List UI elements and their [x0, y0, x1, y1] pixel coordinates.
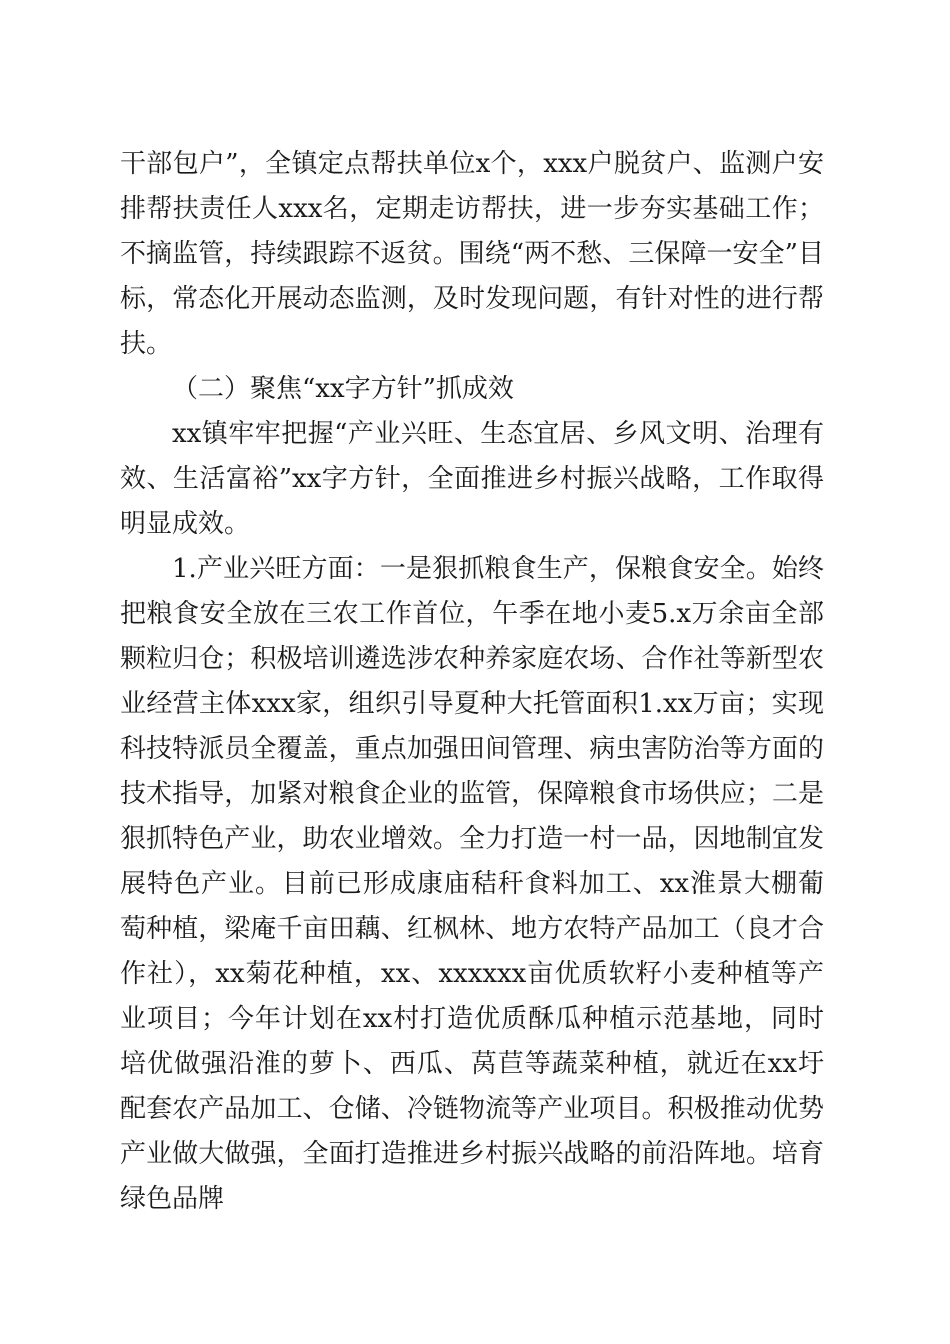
paragraph-summary: xx镇牢牢把握“产业兴旺、生态宜居、乡风文明、治理有效、生活富裕”xx字方针，全面推进乡村振兴战略，工作取得明显成效。 — [120, 419, 824, 539]
section-heading: （二）聚焦“xx字方针”抓成效 — [172, 374, 514, 404]
paragraph-industry: 1.产业兴旺方面：一是狠抓粮食生产，保粮食安全。始终把粮食安全放在三农工作首位，午季在地小麦5.x万余亩全部颗粒归仓；积极培训遴选涉农种养家庭农场、合作社等新型农业经营主体xxx家，组织引导夏种大托管面积1.xx万亩；实现科技特派员全覆盖，重点加强田间管理、病虫害防治等方面的技术指导，加紧对粮食企业的监管，保障粮食市场供应；二是狠抓特色产业，助农业增效。全力打造一村一品，因地制宜发展特色产业。目前已形成康庙秸秆食料加工、xx淮景大棚葡萄种植，梁庵千亩田藕、红枫林、地方农特产品加工（良才合作社），xx菊花种植，xx、xxxxxx亩优质软籽小麦种植等产业项目；今年计划在xx村打造优质酥瓜种植示范基地，同时培优做强沿淮的萝卜、西瓜、莴苣等蔬菜种植，就近在xx圩配套农产品加工、仓储、冷链物流等产业项目。积极推动优势产业做大做强，全面打造推进乡村振兴战略的前沿阵地。培育绿色品牌 — [120, 554, 824, 1214]
paragraph-continued: 干部包户”，全镇定点帮扶单位x个，xxx户脱贫户、监测户安排帮扶责任人xxx名，定期走访帮扶，进一步夯实基础工作；不摘监管，持续跟踪不返贫。围绕“两不愁、三保障一安全”目标，常态化开展动态监测，及时发现问题，有针对性的进行帮扶。 — [120, 149, 824, 359]
document-page — [120, 142, 824, 1222]
